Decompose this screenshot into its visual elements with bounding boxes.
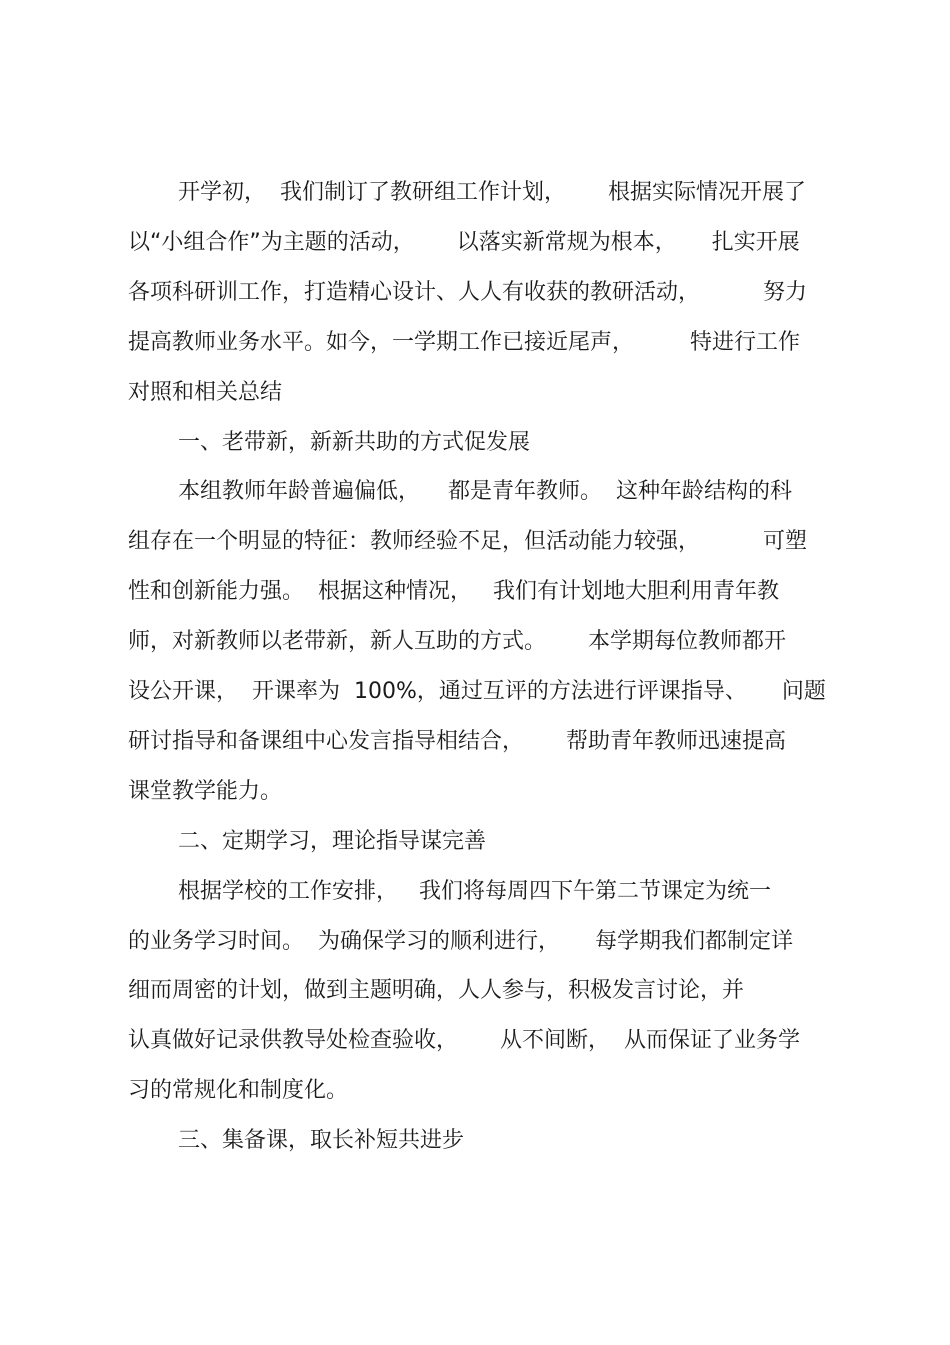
text-line: 认真做好记录供教导处检查验收， 从不间断， 从而保证了业务学 [128, 1028, 800, 1054]
text-line: 本组教师年龄普遍偏低， 都是青年教师。 这种年龄结构的科 [178, 479, 792, 505]
text-line: 的业务学习时间。 为确保学习的顺利进行， 每学期我们都制定详 [128, 928, 793, 954]
text-line: 根据学校的工作安排， 我们将每周四下午第二节课定为统一 [178, 878, 771, 904]
text-line: 一、老带新，新新共助的方式促发展 [178, 429, 531, 455]
text-line: 研讨指导和备课组中心发言指导相结合， 帮助青年教师迅速提高 [128, 728, 786, 754]
text-line: 师，对新教师以老带新，新人互助的方式。 本学期每位教师都开 [128, 629, 786, 655]
text-line: 二、定期学习，理论指导谋完善 [178, 828, 487, 854]
text-line: 性和创新能力强。 根据这种情况， 我们有计划地大胆利用青年教 [128, 579, 779, 605]
text-line: 开学初， 我们制订了教研组工作计划， 根据实际情况开展了 [178, 180, 806, 205]
text-line: 组存在一个明显的特征：教师经验不足，但活动能力较强， 可塑 [128, 529, 807, 555]
text-line: 课堂教学能力。 [128, 778, 283, 804]
text-line: 设公开课， 开课率为 100%，通过互评的方法进行评课指导、 问题 [128, 679, 826, 704]
text-line: 细而周密的计划，做到主题明确，人人参与，积极发言讨论，并 [128, 978, 745, 1004]
text-line: 对照和相关总结 [128, 379, 283, 405]
text-line: 提高教师业务水平。如今，一学期工作已接近尾声， 特进行工作 [128, 329, 800, 355]
text-line: 习的常规化和制度化。 [128, 1078, 349, 1104]
text-line: 各项科研训工作，打造精心设计、人人有收获的教研活动， 努力 [128, 279, 807, 305]
text-line: 三、集备课，取长补短共进步 [178, 1128, 465, 1154]
text-line: 以“小组合作”为主题的活动， 以落实新常规为根本， 扎实开展 [128, 229, 800, 255]
